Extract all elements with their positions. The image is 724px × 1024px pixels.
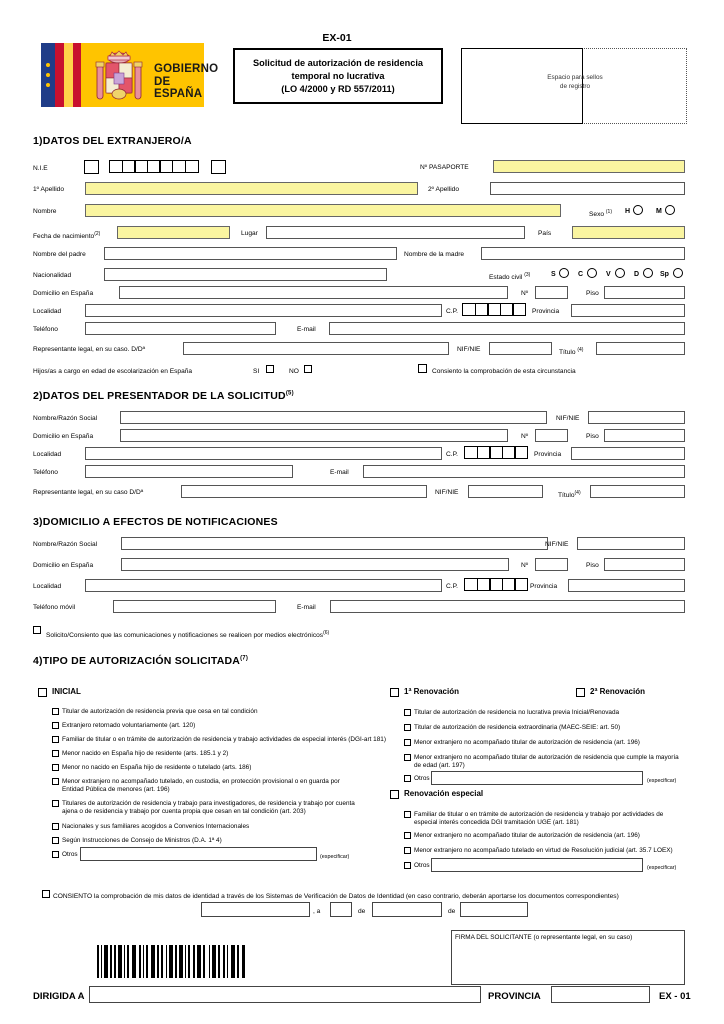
notif-name-input[interactable] [121, 537, 548, 550]
inicial-item-1-label: Extranjero retornado voluntariamente (art. 120) [62, 722, 196, 729]
nie-label: N.I.E [33, 165, 48, 172]
birthplace-label: Lugar [241, 230, 258, 237]
nationality-input[interactable] [104, 268, 387, 281]
signature-label: FIRMA DEL SOLICITANTE (o representante legal, en su caso) [455, 934, 633, 941]
inicial-item-8-checkbox[interactable] [52, 837, 59, 844]
presenter-legal-rep-label: Representante legal, en su caso D/Dª [33, 489, 144, 496]
presenter-cp-boxes[interactable] [464, 446, 528, 459]
mother-name-label: Nombre de la madre [404, 251, 465, 258]
postal-code-boxes[interactable] [462, 303, 526, 316]
especial-otros-checkbox[interactable] [404, 862, 411, 869]
city-input[interactable] [85, 304, 442, 317]
children-yes-checkbox[interactable] [266, 365, 274, 373]
inicial-item-8-label: Según Instrucciones de Consejo de Ministros (D.A. 1ª 4) [62, 837, 222, 844]
form-header [0, 32, 724, 132]
renovacion1-otros-note: (especificar) [647, 778, 677, 784]
presenter-email-label: E-mail [330, 469, 349, 476]
nie-prefix-box[interactable] [84, 160, 99, 174]
notif-cp-label: C.P. [446, 583, 458, 590]
inicial-item-0-checkbox[interactable] [52, 708, 59, 715]
inicial-item-2-label: Familiar de titular o en trámite de autorización de residencia y trabajo actividades de especial interés (DGI-art 181) [62, 736, 386, 743]
verify-consent-label: Consiento la comprobación de esta circunstancia [432, 368, 576, 375]
month-input[interactable] [372, 902, 442, 917]
renovacion1-item-3-label: Menor extranjero no acompañado titular de autorización de residencia que cumple la mayoría de edad (art. 197) [414, 754, 679, 769]
email-label: E-mail [297, 326, 316, 333]
day-input[interactable] [330, 902, 352, 917]
legal-rep-title-input[interactable] [596, 342, 685, 355]
nie-number-boxes[interactable] [109, 160, 199, 173]
especial-item-0-label: Familiar de titular o en trámite de autorización de residencia y trabajo por actividades de especial interés concedida DGI tramitación UGE (art. 181) [414, 811, 664, 826]
emblem-text: GOBIERNO DE ESPAÑA [154, 63, 219, 100]
presenter-city-label: Localidad [33, 451, 62, 458]
especial-otros-note: (especificar) [647, 865, 677, 871]
electronic-notification-label: Solicito/Consiento que las comunicaciones y notificaciones se realicen por medios electrónicos$^{(6)}$ [46, 630, 330, 640]
form-code-top: EX-01 [322, 32, 352, 44]
inicial-checkbox[interactable] [38, 688, 47, 697]
especial-item-2-checkbox[interactable] [404, 847, 411, 854]
legal-rep-nif-input[interactable] [489, 342, 552, 355]
surname2-label: 2º Apellido [428, 186, 460, 193]
presenter-nif-input[interactable] [588, 411, 685, 424]
inicial-item-0-label: Titular de autorización de residencia previa que cesa en tal condición [62, 708, 258, 715]
notif-province-input[interactable] [568, 579, 685, 592]
notif-address-input[interactable] [121, 558, 509, 571]
renovacion1-otros-checkbox[interactable] [404, 775, 411, 782]
children-no-checkbox[interactable] [304, 365, 312, 373]
presenter-address-label: Domicilio en España [33, 433, 94, 440]
section-1-heading: 1)DATOS DEL EXTRANJERO/A [33, 135, 192, 147]
inicial-item-3-checkbox[interactable] [52, 750, 59, 757]
marital-v-label: V [606, 271, 611, 278]
notif-number-input[interactable] [535, 558, 568, 571]
marital-d-label: D [634, 271, 640, 278]
phone-input[interactable] [85, 322, 276, 335]
presenter-name-input[interactable] [120, 411, 547, 424]
renovacion1-item-1-label: Titular de autorización de residencia extraordinaria (MAEC-SEIE: art. 50) [414, 724, 621, 731]
province-input[interactable] [571, 304, 685, 317]
children-school-label: Hijos/as a cargo en edad de escolarización en España [33, 368, 193, 375]
notif-floor-label: Piso [586, 562, 599, 569]
renovacion-especial-label: Renovación especial [404, 789, 484, 798]
children-no-label: NO [289, 368, 299, 375]
presenter-rep-title-input[interactable] [590, 485, 685, 498]
notif-city-input[interactable] [85, 579, 442, 592]
presenter-number-input[interactable] [535, 429, 568, 442]
presenter-city-input[interactable] [85, 447, 442, 460]
surname1-label: 1º Apellido [33, 186, 65, 193]
phone-label: Teléfono [33, 326, 58, 333]
especial-item-1-label: Menor extranjero no acompañado titular de autorización de residencia (art. 196) [414, 832, 640, 839]
identity-verification-checkbox[interactable] [42, 890, 50, 898]
marital-sp-radio[interactable] [673, 268, 683, 278]
presenter-cp-label: C.P. [446, 451, 458, 458]
especial-item-0-checkbox[interactable] [404, 811, 411, 818]
postal-code-label: C.P. [446, 308, 458, 315]
notif-email-label: E-mail [297, 604, 316, 611]
notif-email-input[interactable] [330, 600, 685, 613]
sex-label: Sexo $^{(1)}$ [589, 209, 612, 219]
presenter-address-input[interactable] [120, 429, 508, 442]
directed-to-input[interactable] [89, 986, 481, 1003]
place-input[interactable] [201, 902, 310, 917]
especial-item-2-label: Menor extranjero no acompañado tutelado en virtud de Resolución judicial (art. 35.7 LOEX) [414, 847, 673, 854]
renovacion1-item-3-checkbox[interactable] [404, 754, 411, 761]
footer-province-label: PROVINCIA [488, 991, 541, 1002]
presenter-nif-label: NIF/NIE [556, 415, 580, 422]
date-sep-3: de [448, 908, 456, 915]
name-label: Nombre [33, 208, 57, 215]
presenter-name-label: Nombre/Razón Social [33, 415, 98, 422]
year-input[interactable] [460, 902, 528, 917]
barcode [97, 945, 247, 978]
section-3-heading: 3)DOMICILIO A EFECTOS DE NOTIFICACIONES [33, 516, 278, 528]
marital-c-label: C [578, 271, 584, 278]
section-4-heading: 4)TIPO DE AUTORIZACIÓN SOLICITADA$^{(7)}$ [33, 655, 249, 667]
birthplace-input[interactable] [266, 226, 525, 239]
renovacion1-item-0-checkbox[interactable] [404, 709, 411, 716]
identity-verification-label: CONSIENTO la comprobación de mis datos de identidad a través de los Sistemas de Verificación de Datos de Identidad (en caso contrario, deberán aportarse los documentos correspondientes) [53, 893, 619, 900]
presenter-rep-title-label: Título$^{(4)}$ [558, 490, 581, 500]
sex-h-label: H [625, 208, 631, 215]
inicial-label: INICIAL [52, 687, 81, 696]
inicial-item-4-label: Menor no nacido en España hijo de residente o tutelado (arts. 186) [62, 764, 252, 771]
renovacion1-otros-input[interactable] [431, 771, 643, 785]
city-label: Localidad [33, 308, 62, 315]
presenter-phone-input[interactable] [85, 465, 293, 478]
province-label: Provincia [532, 308, 560, 315]
presenter-rep-nif-label: NIF/NIE [435, 489, 459, 496]
floor-label: Piso [586, 290, 599, 297]
inicial-item-1-checkbox[interactable] [52, 722, 59, 729]
father-name-label: Nombre del padre [33, 251, 86, 258]
marital-status-label: Estado civil $^{(3)}$ [489, 272, 531, 282]
presenter-number-label: Nº [521, 433, 529, 440]
renovacion1-otros-label: Otros [414, 775, 430, 782]
footer-province-input[interactable] [551, 986, 650, 1003]
inicial-item-6-checkbox[interactable] [52, 800, 59, 807]
presenter-rep-nif-input[interactable] [468, 485, 543, 498]
nie-letter-box[interactable] [211, 160, 226, 174]
birthdate-input[interactable] [117, 226, 230, 239]
inicial-item-7-label: Nacionales y sus familiares acogidos a Convenios Internacionales [62, 823, 250, 830]
address-label: Domicilio en España [33, 290, 94, 297]
floor-input[interactable] [604, 286, 685, 299]
marital-sp-label: Sp [660, 271, 669, 278]
nationality-label: Nacionalidad [33, 272, 72, 279]
legal-rep-input[interactable] [183, 342, 449, 355]
verify-consent-checkbox[interactable] [418, 364, 427, 373]
notif-city-label: Localidad [33, 583, 62, 590]
renovacion1-item-0-label: Titular de autorización de residencia no lucrativa previa Inicial/Renovada [414, 709, 620, 716]
inicial-item-4-checkbox[interactable] [52, 764, 59, 771]
street-number-label: Nº [521, 290, 529, 297]
birthdate-label: Fecha de nacimiento$^{(2)}$ [33, 231, 101, 241]
electronic-notification-checkbox[interactable] [33, 626, 41, 634]
presenter-province-input[interactable] [571, 447, 685, 460]
section-2-heading: 2)DATOS DEL PRESENTADOR DE LA SOLICITUD$^{(5)}$ [33, 390, 294, 402]
registry-stamp-area: Espacio para sellos de registro [461, 48, 687, 124]
notif-address-label: Domicilio en España [33, 562, 94, 569]
presenter-legal-rep-input[interactable] [181, 485, 427, 498]
passport-label: Nº PASAPORTE [420, 164, 469, 171]
sex-h-radio[interactable] [633, 205, 643, 215]
renovacion-especial-checkbox[interactable] [390, 790, 399, 799]
notif-mobile-label: Teléfono móvil [33, 604, 76, 611]
marital-v-radio[interactable] [615, 268, 625, 278]
especial-item-1-checkbox[interactable] [404, 832, 411, 839]
renovacion1-label: 1ª Renovación [404, 687, 459, 696]
inicial-item-7-checkbox[interactable] [52, 823, 59, 830]
name-input[interactable] [85, 204, 561, 217]
inicial-item-5-label: Menor extranjero no acompañado tutelado, en custodia, en protección provisional o en guarda por Entidad Pública de menores (art. 196) [62, 778, 340, 793]
directed-to-label: DIRIGIDA A [33, 991, 85, 1002]
presenter-floor-input[interactable] [604, 429, 685, 442]
renovacion1-item-1-checkbox[interactable] [404, 724, 411, 731]
legal-rep-title-label: Título $^{(4)}$ [559, 347, 584, 357]
sex-m-label: M [656, 208, 662, 215]
renovacion1-checkbox[interactable] [390, 688, 399, 697]
presenter-province-label: Provincia [534, 451, 562, 458]
notif-mobile-input[interactable] [113, 600, 276, 613]
marital-d-radio[interactable] [643, 268, 653, 278]
presenter-phone-label: Teléfono [33, 469, 58, 476]
email-input[interactable] [329, 322, 685, 335]
inicial-item-6-label: Titulares de autorización de residencia y trabajo para investigadores, de residencia y trabajo por cuenta ajena o de residencia y trabajo por cuenta propia que cesan en tal condición (art. 203) [62, 800, 355, 815]
renovacion1-item-2-checkbox[interactable] [404, 739, 411, 746]
inicial-otros-note: (especificar) [320, 854, 350, 860]
renovacion1-item-2-label: Menor extranjero no acompañado titular de autorización de residencia (art. 196) [414, 739, 640, 746]
marital-s-label: S [551, 271, 556, 278]
form-title-box: Solicitud de autorización de residencia temporal no lucrativa (LO 4/2000 y RD 557/2011) [233, 48, 443, 104]
sex-m-radio[interactable] [665, 205, 675, 215]
legal-rep-nif-label: NIF/NIE [457, 346, 481, 353]
marital-c-radio[interactable] [587, 268, 597, 278]
notif-nif-label: NIF/NIE [545, 541, 569, 548]
children-yes-label: SI [253, 368, 260, 375]
renovacion2-checkbox[interactable] [576, 688, 585, 697]
especial-otros-label: Otros [414, 862, 430, 869]
address-input[interactable] [119, 286, 508, 299]
country-label: País [538, 230, 552, 237]
especial-otros-input[interactable] [431, 858, 643, 872]
father-name-input[interactable] [104, 247, 397, 260]
presenter-floor-label: Piso [586, 433, 599, 440]
footer-form-code: EX - 01 [659, 991, 691, 1002]
inicial-item-3-label: Menor nacido en España hijo de residente (arts. 185.1 y 2) [62, 750, 229, 757]
inicial-item-2-checkbox[interactable] [52, 736, 59, 743]
coat-of-arms-icon [93, 49, 145, 105]
renovacion2-label: 2ª Renovación [590, 687, 645, 696]
inicial-otros-label: Otros [62, 851, 78, 858]
country-input[interactable] [572, 226, 685, 239]
surname1-input[interactable] [85, 182, 418, 195]
passport-input[interactable] [493, 160, 685, 173]
notif-name-label: Nombre/Razón Social [33, 541, 98, 548]
notif-floor-input[interactable] [604, 558, 685, 571]
date-sep-1: , a [313, 908, 321, 915]
presenter-email-input[interactable] [363, 465, 685, 478]
inicial-item-5-checkbox[interactable] [52, 778, 59, 785]
legal-rep-label: Representante legal, en su caso. D/Dª [33, 346, 146, 353]
notif-cp-boxes[interactable] [464, 578, 528, 591]
inicial-otros-checkbox[interactable] [52, 851, 59, 858]
notif-number-label: Nº [521, 562, 529, 569]
mother-name-input[interactable] [481, 247, 685, 260]
notif-nif-input[interactable] [577, 537, 685, 550]
street-number-input[interactable] [535, 286, 568, 299]
inicial-otros-input[interactable] [80, 847, 317, 861]
notif-province-label: Provincia [530, 583, 558, 590]
date-sep-2: de [358, 908, 366, 915]
marital-s-radio[interactable] [559, 268, 569, 278]
spain-flag-emblem [41, 43, 219, 107]
surname2-input[interactable] [490, 182, 685, 195]
